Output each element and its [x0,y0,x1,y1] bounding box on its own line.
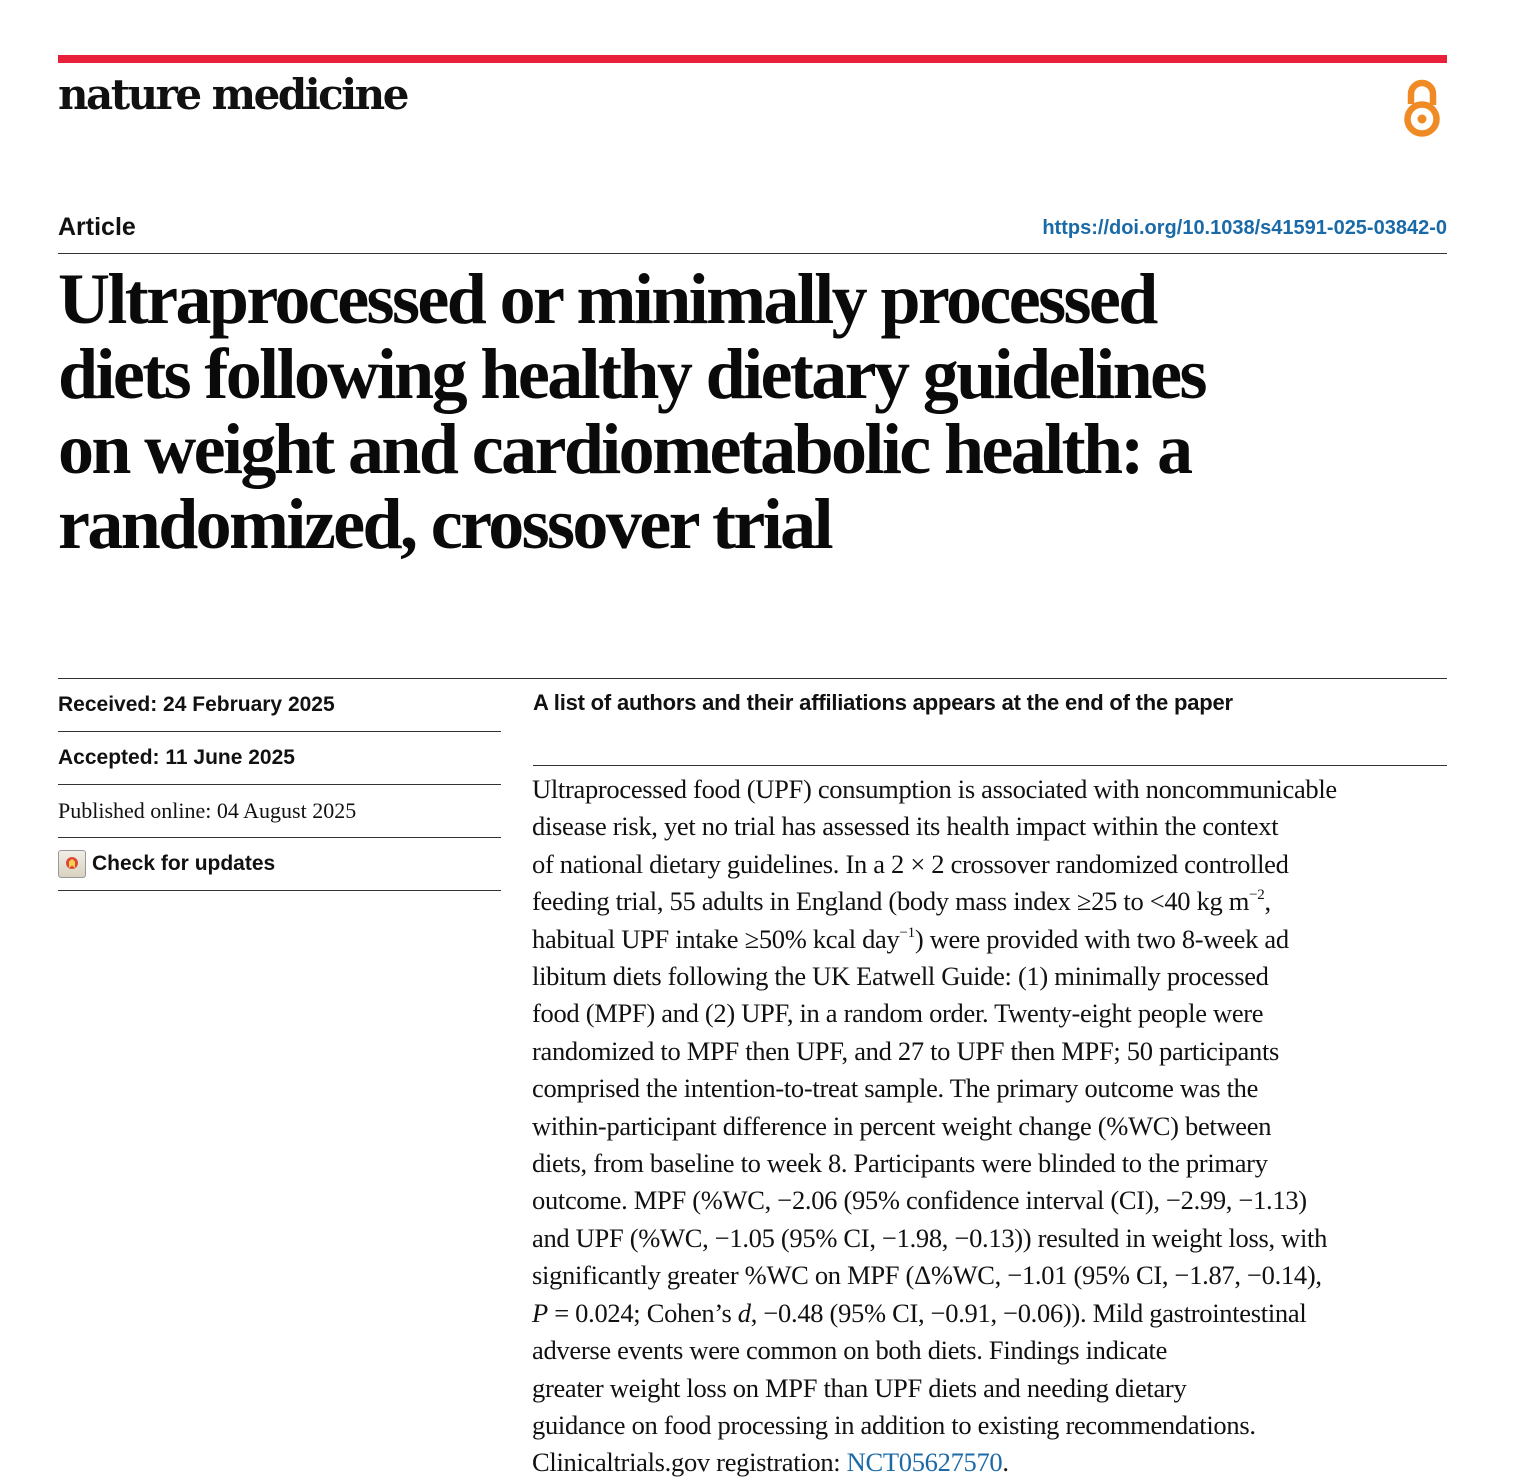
abstract-line: comprised the intention-to-treat sample. The primary outcome was the [532,1073,1259,1104]
published-date: Published online: 04 August 2025 [58,785,501,838]
abstract-line [532,1295,1452,1332]
abstract-text: feeding trial, 55 adults in England (body mass index ≥25 to <40 kg m [532,886,1250,917]
abstract-line: diets, from baseline to week 8. Participants were blinded to the primary [532,1148,1268,1179]
title-line: randomized, crossover trial [58,484,831,564]
abstract-italic: d [737,1297,751,1328]
abstract-line [532,1444,1452,1481]
check-for-updates-button[interactable] [58,838,501,891]
journal-accent-bar [58,55,1447,63]
abstract-text: habitual UPF intake ≥50% kcal day [532,923,900,954]
abstract-line: guidance on food processing in addition to existing recommendations. [532,1409,1256,1440]
abstract-line: greater weight loss on MPF than UPF diets and needing dietary [532,1372,1187,1403]
abstract-text: , [1264,886,1271,917]
journal-name: nature medicine [58,70,407,119]
abstract-line: of national dietary guidelines. In a 2 × 2 crossover randomized controlled [532,848,1289,879]
abstract-divider [533,765,1447,766]
superscript: −2 [1249,887,1265,904]
abstract-line: within-participant difference in percent weight change (%WC) between [532,1110,1272,1141]
check-for-updates-label: Check for updates [92,852,276,875]
abstract-italic: P [532,1297,548,1328]
trial-registration-link[interactable]: NCT05627570 [846,1447,1003,1478]
abstract-line: disease risk, yet no trial has assessed its health impact within the context [532,811,1279,842]
abstract [532,771,1452,1482]
abstract-text: ) were provided with two 8-week ad [914,923,1289,954]
abstract-text: . [1002,1447,1009,1478]
abstract-line [532,883,1452,920]
abstract-line: adverse events were common on both diets. Findings indicate [532,1335,1168,1366]
check-for-updates-icon [58,850,86,878]
registration-label: Clinicaltrials.gov registration: [532,1447,847,1478]
abstract-text: = 0.024; Cohen’s [547,1297,738,1328]
abstract-line: significantly greater %WC on MPF (Δ%WC, −1.01 (95% CI, −1.87, −0.14), [532,1260,1322,1291]
abstract-line: outcome. MPF (%WC, −2.06 (95% confidence interval (CI), −2.99, −1.13) [532,1185,1307,1216]
superscript: −1 [899,924,915,941]
article-type-label: Article [58,213,136,241]
received-date: Received: 24 February 2025 [58,679,501,732]
title-line: Ultraprocessed or minimally processed [58,259,1156,339]
abstract-line: and UPF (%WC, −1.05 (95% CI, −1.98, −0.13)) resulted in weight loss, with [532,1222,1328,1253]
doi-link[interactable]: https://doi.org/10.1038/s41591-025-03842-0 [1042,217,1447,239]
abstract-line: randomized to MPF then UPF, and 27 to UPF then MPF; 50 participants [532,1035,1280,1066]
abstract-text: , −0.48 (95% CI, −0.91, −0.06)). Mild gastrointestinal [750,1297,1307,1328]
article-dates-sidebar [58,679,501,891]
abstract-line: food (MPF) and (2) UPF, in a random order. Twenty-eight people were [532,998,1264,1029]
authors-affiliations-note: A list of authors and their affiliations appears at the end of the paper [533,690,1233,715]
title-line: on weight and cardiometabolic health: a [58,409,1191,489]
abstract-line: libitum diets following the UK Eatwell Guide: (1) minimally processed [532,961,1269,992]
open-access-icon [1398,72,1446,140]
accepted-date: Accepted: 11 June 2025 [58,732,501,785]
article-title [58,259,1388,564]
title-line: diets following healthy dietary guidelines [58,334,1205,414]
header-divider [58,253,1447,254]
abstract-line: Ultraprocessed food (UPF) consumption is associated with noncommunicable [532,774,1337,804]
abstract-line [532,921,1452,958]
